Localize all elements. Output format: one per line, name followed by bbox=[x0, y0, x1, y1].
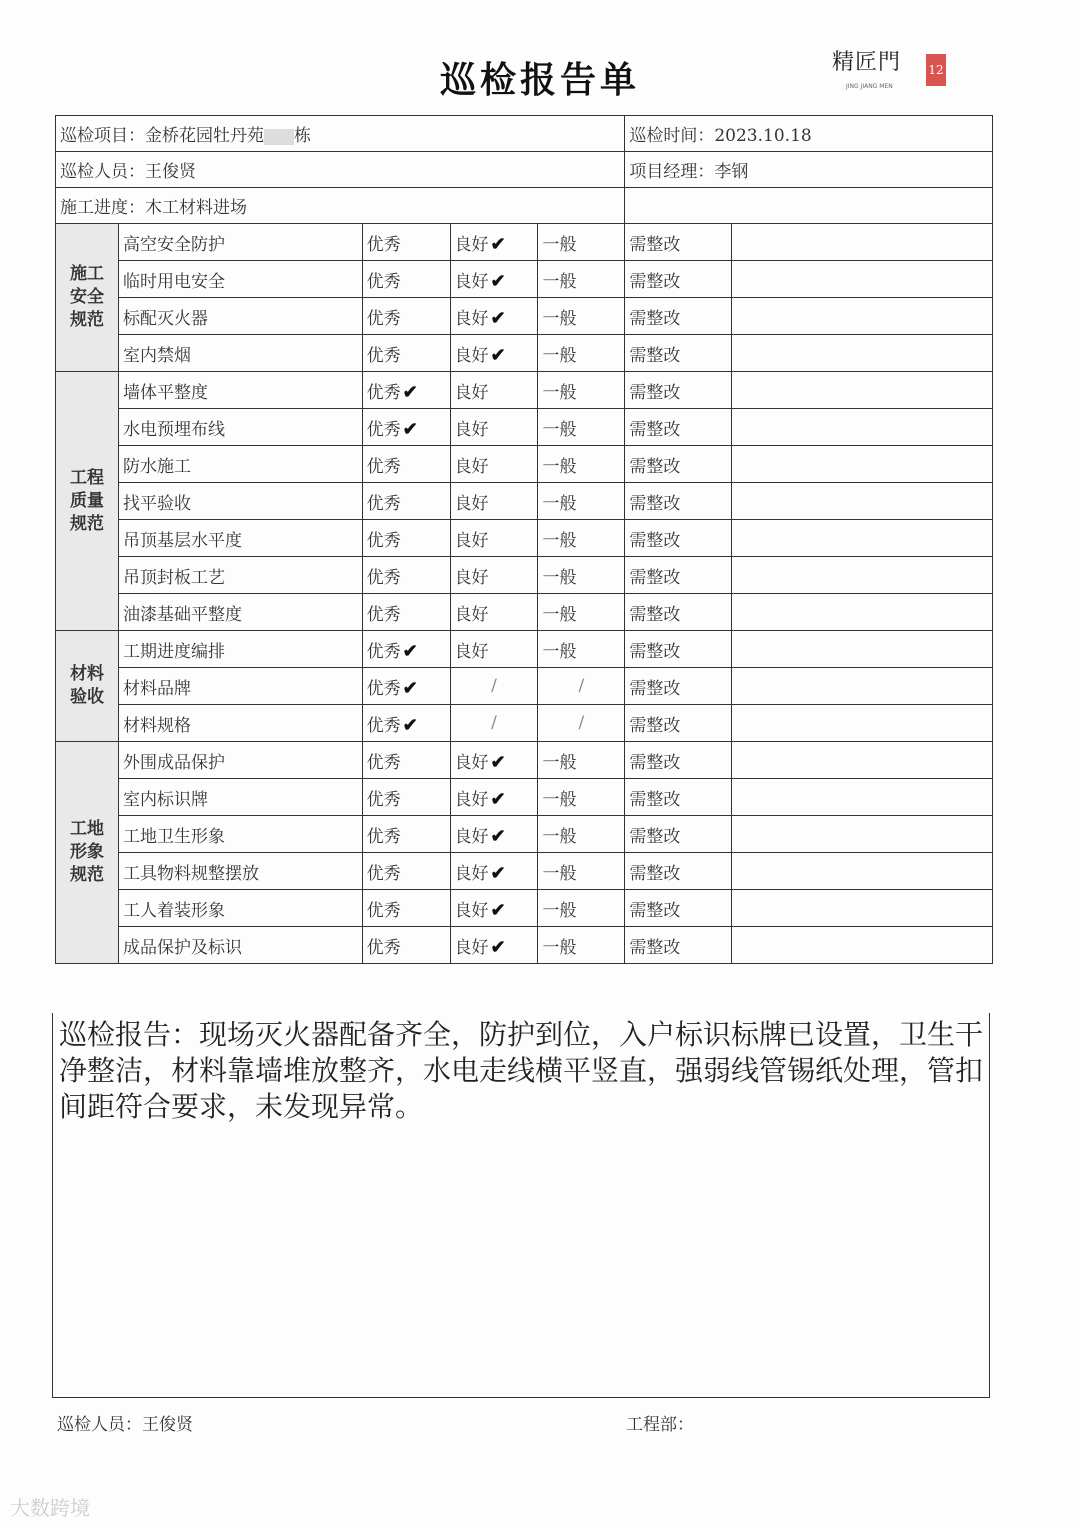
rating-label: 良好 bbox=[454, 826, 489, 847]
table-row bbox=[56, 557, 993, 594]
rating-label: 需整改 bbox=[629, 271, 681, 292]
table-row bbox=[56, 409, 993, 446]
rating-label: 需整改 bbox=[629, 715, 681, 736]
remarks-cell bbox=[732, 557, 993, 594]
table-row bbox=[56, 594, 993, 631]
rating-option[interactable] bbox=[362, 927, 450, 964]
rating-option[interactable] bbox=[538, 224, 625, 261]
rating-label: 良好 bbox=[454, 900, 489, 921]
rating-option[interactable] bbox=[625, 705, 732, 742]
rating-label: 需整改 bbox=[629, 382, 681, 403]
inspector-cell bbox=[56, 152, 625, 188]
rating-option[interactable] bbox=[362, 816, 450, 853]
rating-option[interactable] bbox=[450, 224, 538, 261]
time-label: 巡检时间： bbox=[629, 126, 715, 146]
header-row-project bbox=[56, 116, 993, 152]
logo-subtitle: JING JIANG MEN bbox=[846, 83, 893, 90]
remarks-cell bbox=[732, 631, 993, 668]
project-cell bbox=[56, 116, 625, 152]
item-label: 水电预埋布线 bbox=[118, 409, 362, 446]
rating-label: 优秀 bbox=[366, 345, 401, 366]
check-icon: ✔ bbox=[402, 381, 418, 403]
rating-label: 良好 bbox=[454, 308, 489, 329]
table-row bbox=[56, 446, 993, 483]
rating-label: 一般 bbox=[542, 567, 577, 588]
rating-label: 优秀 bbox=[366, 715, 401, 736]
rating-option[interactable] bbox=[450, 779, 538, 816]
watermark: 大数跨境 bbox=[10, 1496, 90, 1520]
rating-option[interactable] bbox=[538, 261, 625, 298]
section-cell bbox=[56, 742, 119, 964]
rating-label: 需整改 bbox=[629, 345, 681, 366]
rating-label: 一般 bbox=[542, 271, 577, 292]
rating-label: 需整改 bbox=[629, 530, 681, 551]
rating-label: 一般 bbox=[542, 752, 577, 773]
remarks-cell bbox=[732, 261, 993, 298]
item-label: 室内禁烟 bbox=[118, 335, 362, 372]
rating-label: 良好 bbox=[454, 567, 489, 588]
rating-option[interactable] bbox=[625, 779, 732, 816]
rating-option[interactable] bbox=[625, 298, 732, 335]
item-label: 工地卫生形象 bbox=[118, 816, 362, 853]
rating-option[interactable] bbox=[538, 927, 625, 964]
rating-label: 良好 bbox=[454, 419, 489, 440]
rating-option[interactable] bbox=[625, 742, 732, 779]
item-label: 找平验收 bbox=[118, 483, 362, 520]
remarks-cell bbox=[732, 816, 993, 853]
table-row bbox=[56, 779, 993, 816]
remarks-cell bbox=[732, 594, 993, 631]
rating-label: 一般 bbox=[542, 863, 577, 884]
table-row bbox=[56, 298, 993, 335]
footer-inspector: 巡检人员：王俊贤 bbox=[57, 1415, 193, 1435]
remarks-cell bbox=[732, 705, 993, 742]
manager-cell bbox=[625, 152, 993, 188]
rating-label: 良好 bbox=[454, 530, 489, 551]
rating-option[interactable] bbox=[625, 816, 732, 853]
rating-option[interactable] bbox=[625, 927, 732, 964]
rating-label: 优秀 bbox=[366, 530, 401, 551]
rating-option[interactable] bbox=[625, 335, 732, 372]
rating-option[interactable] bbox=[625, 631, 732, 668]
rating-option[interactable] bbox=[362, 409, 450, 446]
rating-option[interactable] bbox=[625, 853, 732, 890]
rating-option[interactable] bbox=[450, 557, 538, 594]
rating-label: 优秀 bbox=[366, 752, 401, 773]
remarks-cell bbox=[732, 927, 993, 964]
project-value: 金桥花园牡丹苑 bbox=[145, 126, 264, 146]
rating-label: 优秀 bbox=[366, 826, 401, 847]
time-cell bbox=[625, 116, 993, 152]
rating-label: 良好 bbox=[454, 345, 489, 366]
footer-department: 工程部： bbox=[626, 1415, 694, 1435]
rating-option[interactable] bbox=[450, 372, 538, 409]
logo-text: 精匠門 bbox=[832, 50, 902, 75]
rating-label: 需整改 bbox=[629, 863, 681, 884]
rating-option[interactable] bbox=[625, 261, 732, 298]
rating-label: 一般 bbox=[542, 419, 577, 440]
table-row bbox=[56, 520, 993, 557]
manager-value: 李钢 bbox=[714, 162, 749, 182]
table-row bbox=[56, 816, 993, 853]
rating-option[interactable] bbox=[538, 372, 625, 409]
remarks-cell bbox=[732, 409, 993, 446]
rating-label: 良好 bbox=[454, 752, 489, 773]
check-icon: ✔ bbox=[402, 418, 418, 440]
remarks-cell bbox=[732, 890, 993, 927]
rating-label: 需整改 bbox=[629, 419, 681, 440]
rating-option[interactable] bbox=[362, 742, 450, 779]
rating-label: 良好 bbox=[454, 456, 489, 477]
section-label: 工程质量规范 bbox=[69, 467, 104, 534]
rating-option[interactable] bbox=[538, 335, 625, 372]
check-icon: ✔ bbox=[490, 270, 506, 292]
item-label: 油漆基础平整度 bbox=[118, 594, 362, 631]
report-text: 巡检报告：现场灭火器配备齐全，防护到位，入户标识标牌已设置，卫生干净整洁，材料靠墙堆放整齐，水电走线横平竖直，强弱线管锡纸处理，管扣间距符合要求，未发现异常。 bbox=[59, 1018, 984, 1123]
table-row bbox=[56, 483, 993, 520]
page-title: 巡检报告单 bbox=[439, 59, 640, 101]
item-label: 工具物料规整摆放 bbox=[118, 853, 362, 890]
rating-option[interactable] bbox=[450, 631, 538, 668]
table-row bbox=[56, 261, 993, 298]
rating-option[interactable] bbox=[450, 742, 538, 779]
rating-option[interactable] bbox=[362, 705, 450, 742]
logo-seal: 12 bbox=[926, 54, 946, 86]
table-row bbox=[56, 853, 993, 890]
item-label: 吊顶封板工艺 bbox=[118, 557, 362, 594]
rating-option[interactable] bbox=[450, 483, 538, 520]
rating-option[interactable] bbox=[538, 409, 625, 446]
rating-option[interactable] bbox=[538, 779, 625, 816]
item-label: 临时用电安全 bbox=[118, 261, 362, 298]
check-icon: ✔ bbox=[402, 677, 418, 699]
rating-option[interactable] bbox=[362, 224, 450, 261]
rating-option[interactable] bbox=[450, 446, 538, 483]
rating-option[interactable] bbox=[450, 816, 538, 853]
rating-label: 需整改 bbox=[629, 567, 681, 588]
table-row bbox=[56, 890, 993, 927]
time-value: 2023.10.18 bbox=[714, 126, 812, 146]
header-row-inspector bbox=[56, 152, 993, 188]
item-label: 吊顶基层水平度 bbox=[118, 520, 362, 557]
rating-option[interactable] bbox=[538, 483, 625, 520]
rating-option[interactable] bbox=[450, 298, 538, 335]
rating-option[interactable] bbox=[362, 779, 450, 816]
check-icon: ✔ bbox=[490, 344, 506, 366]
rating-label: 优秀 bbox=[366, 271, 401, 292]
rating-label: 一般 bbox=[542, 308, 577, 329]
table-row bbox=[56, 335, 993, 372]
remarks-cell bbox=[732, 372, 993, 409]
rating-option[interactable] bbox=[538, 890, 625, 927]
check-icon: ✔ bbox=[490, 899, 506, 921]
item-label: 材料品牌 bbox=[118, 668, 362, 705]
check-icon: ✔ bbox=[402, 714, 418, 736]
rating-label: 需整改 bbox=[629, 678, 681, 699]
rating-option[interactable] bbox=[625, 409, 732, 446]
empty-cell bbox=[625, 188, 993, 224]
remarks-cell bbox=[732, 446, 993, 483]
rating-label: 优秀 bbox=[366, 900, 401, 921]
rating-label: 一般 bbox=[542, 641, 577, 662]
item-label: 成品保护及标识 bbox=[118, 927, 362, 964]
rating-option[interactable] bbox=[538, 742, 625, 779]
manager-label: 项目经理： bbox=[629, 162, 715, 182]
check-icon: ✔ bbox=[490, 307, 506, 329]
section-cell bbox=[56, 224, 119, 372]
rating-label: 优秀 bbox=[366, 789, 401, 810]
rating-label: 需整改 bbox=[629, 234, 681, 255]
rating-label: 良好 bbox=[454, 271, 489, 292]
table-row bbox=[56, 927, 993, 964]
remarks-cell bbox=[732, 224, 993, 261]
rating-option[interactable] bbox=[538, 446, 625, 483]
rating-option[interactable] bbox=[625, 557, 732, 594]
rating-option[interactable] bbox=[625, 224, 732, 261]
item-label: 防水施工 bbox=[118, 446, 362, 483]
table-row bbox=[56, 705, 993, 742]
check-icon: ✔ bbox=[402, 640, 418, 662]
rating-option[interactable] bbox=[362, 335, 450, 372]
rating-option[interactable] bbox=[362, 890, 450, 927]
rating-option[interactable] bbox=[450, 594, 538, 631]
rating-label: 优秀 bbox=[366, 567, 401, 588]
rating-label: 一般 bbox=[542, 826, 577, 847]
item-label: 外围成品保护 bbox=[118, 742, 362, 779]
rating-option[interactable] bbox=[362, 594, 450, 631]
rating-option[interactable] bbox=[625, 446, 732, 483]
section-cell bbox=[56, 372, 119, 631]
rating-label: 需整改 bbox=[629, 641, 681, 662]
check-icon: ✔ bbox=[490, 936, 506, 958]
rating-label: 需整改 bbox=[629, 493, 681, 514]
rating-option[interactable] bbox=[362, 520, 450, 557]
rating-option[interactable] bbox=[538, 594, 625, 631]
company-logo bbox=[832, 50, 952, 96]
rating-label: 一般 bbox=[542, 900, 577, 921]
rating-option[interactable] bbox=[362, 557, 450, 594]
rating-label: 优秀 bbox=[366, 937, 401, 958]
rating-option[interactable] bbox=[362, 853, 450, 890]
rating-label: 需整改 bbox=[629, 604, 681, 625]
inspection-table bbox=[55, 115, 993, 964]
item-label: 室内标识牌 bbox=[118, 779, 362, 816]
rating-label: 良好 bbox=[454, 863, 489, 884]
rating-label: 良好 bbox=[454, 937, 489, 958]
remarks-cell bbox=[732, 520, 993, 557]
rating-label: 优秀 bbox=[366, 419, 401, 440]
rating-label: 优秀 bbox=[366, 641, 401, 662]
rating-na[interactable]: / bbox=[450, 668, 538, 705]
rating-label: 需整改 bbox=[629, 752, 681, 773]
rating-option[interactable] bbox=[450, 890, 538, 927]
rating-option[interactable] bbox=[362, 446, 450, 483]
rating-label: 良好 bbox=[454, 604, 489, 625]
inspector-value: 王俊贤 bbox=[145, 162, 196, 182]
rating-option[interactable] bbox=[538, 816, 625, 853]
rating-label: 良好 bbox=[454, 234, 489, 255]
rating-label: 一般 bbox=[542, 234, 577, 255]
rating-na[interactable]: / bbox=[450, 705, 538, 742]
item-label: 工期进度编排 bbox=[118, 631, 362, 668]
rating-option[interactable] bbox=[625, 668, 732, 705]
item-label: 标配灭火器 bbox=[118, 298, 362, 335]
remarks-cell bbox=[732, 742, 993, 779]
progress-label: 施工进度： bbox=[60, 198, 145, 218]
rating-label: 良好 bbox=[454, 641, 489, 662]
check-icon: ✔ bbox=[490, 825, 506, 847]
rating-label: 良好 bbox=[454, 789, 489, 810]
rating-label: 需整改 bbox=[629, 456, 681, 477]
check-icon: ✔ bbox=[490, 862, 506, 884]
remarks-cell bbox=[732, 298, 993, 335]
rating-na[interactable]: / bbox=[538, 668, 625, 705]
rating-option[interactable] bbox=[362, 261, 450, 298]
progress-value: 木工材料进场 bbox=[145, 198, 247, 218]
rating-label: 需整改 bbox=[629, 826, 681, 847]
rating-label: 需整改 bbox=[629, 937, 681, 958]
rating-label: 优秀 bbox=[366, 604, 401, 625]
rating-option[interactable] bbox=[362, 372, 450, 409]
rating-option[interactable] bbox=[625, 594, 732, 631]
rating-option[interactable] bbox=[538, 520, 625, 557]
header-row-progress bbox=[56, 188, 993, 224]
project-suffix: 栋 bbox=[294, 126, 311, 146]
rating-option[interactable] bbox=[362, 631, 450, 668]
item-label: 材料规格 bbox=[118, 705, 362, 742]
rating-option[interactable] bbox=[625, 890, 732, 927]
remarks-cell bbox=[732, 483, 993, 520]
rating-option[interactable] bbox=[538, 631, 625, 668]
item-label: 墙体平整度 bbox=[118, 372, 362, 409]
table-row bbox=[56, 224, 993, 261]
rating-label: 优秀 bbox=[366, 456, 401, 477]
rating-label: 一般 bbox=[542, 456, 577, 477]
rating-label: 优秀 bbox=[366, 308, 401, 329]
rating-label: 良好 bbox=[454, 382, 489, 403]
item-label: 工人着装形象 bbox=[118, 890, 362, 927]
table-row bbox=[56, 742, 993, 779]
table-row bbox=[56, 668, 993, 705]
rating-option[interactable] bbox=[450, 853, 538, 890]
remarks-cell bbox=[732, 853, 993, 890]
rating-label: 一般 bbox=[542, 345, 577, 366]
rating-label: 一般 bbox=[542, 937, 577, 958]
rating-label: 一般 bbox=[542, 789, 577, 810]
rating-na[interactable]: / bbox=[538, 705, 625, 742]
remarks-cell bbox=[732, 335, 993, 372]
check-icon: ✔ bbox=[490, 751, 506, 773]
section-label: 施工安全规范 bbox=[69, 264, 104, 330]
section-label: 材料验收 bbox=[69, 664, 104, 707]
remarks-cell bbox=[732, 668, 993, 705]
progress-cell bbox=[56, 188, 625, 224]
rating-option[interactable] bbox=[538, 298, 625, 335]
rating-label: 需整改 bbox=[629, 789, 681, 810]
rating-option[interactable] bbox=[450, 261, 538, 298]
table-row bbox=[56, 372, 993, 409]
rating-option[interactable] bbox=[450, 520, 538, 557]
remarks-cell bbox=[732, 779, 993, 816]
rating-label: 优秀 bbox=[366, 863, 401, 884]
project-label: 巡检项目： bbox=[60, 126, 145, 146]
check-icon: ✔ bbox=[490, 233, 506, 255]
rating-label: 良好 bbox=[454, 493, 489, 514]
rating-label: 优秀 bbox=[366, 493, 401, 514]
item-label: 高空安全防护 bbox=[118, 224, 362, 261]
redacted-block bbox=[264, 129, 294, 145]
report-box bbox=[52, 1013, 990, 1398]
check-icon: ✔ bbox=[490, 788, 506, 810]
rating-option[interactable] bbox=[625, 520, 732, 557]
rating-option[interactable] bbox=[362, 298, 450, 335]
table-row bbox=[56, 631, 993, 668]
rating-option[interactable] bbox=[450, 927, 538, 964]
rating-label: 一般 bbox=[542, 530, 577, 551]
rating-option[interactable] bbox=[538, 557, 625, 594]
rating-option[interactable] bbox=[538, 853, 625, 890]
rating-option[interactable] bbox=[625, 483, 732, 520]
inspector-label: 巡检人员： bbox=[60, 162, 145, 182]
rating-label: 需整改 bbox=[629, 900, 681, 921]
rating-label: 优秀 bbox=[366, 234, 401, 255]
rating-option[interactable] bbox=[362, 483, 450, 520]
rating-label: 优秀 bbox=[366, 678, 401, 699]
rating-option[interactable] bbox=[450, 409, 538, 446]
rating-label: 需整改 bbox=[629, 308, 681, 329]
rating-label: 优秀 bbox=[366, 382, 401, 403]
section-cell bbox=[56, 631, 119, 742]
rating-option[interactable] bbox=[625, 372, 732, 409]
rating-label: 一般 bbox=[542, 493, 577, 514]
rating-option[interactable] bbox=[362, 668, 450, 705]
rating-label: 一般 bbox=[542, 382, 577, 403]
section-label: 工地形象规范 bbox=[69, 819, 104, 885]
rating-option[interactable] bbox=[450, 335, 538, 372]
rating-label: 一般 bbox=[542, 604, 577, 625]
